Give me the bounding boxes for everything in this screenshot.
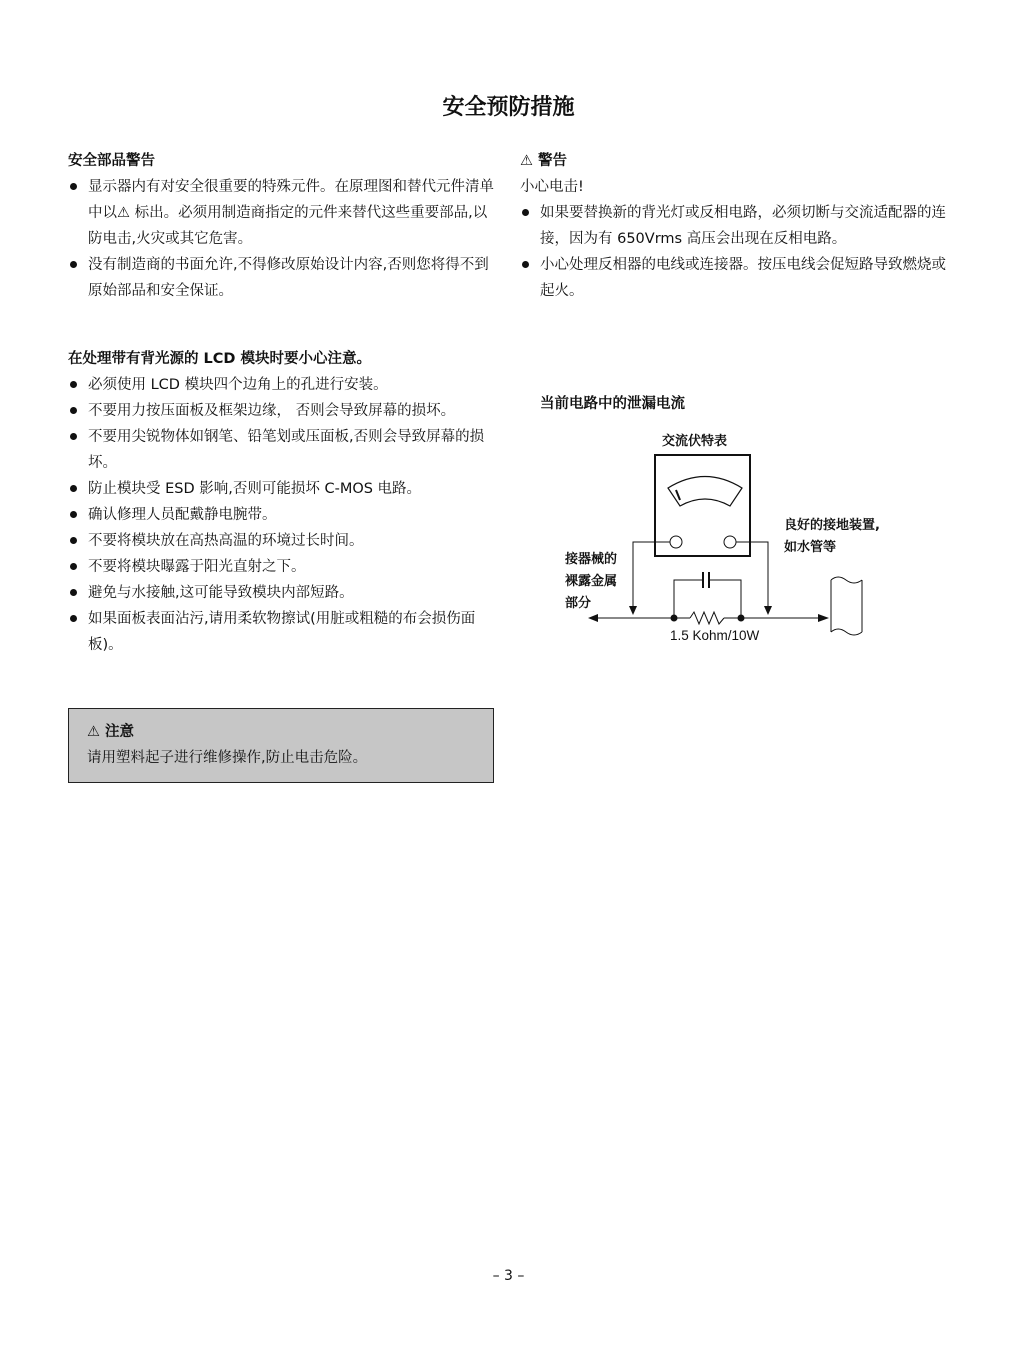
diagram-heading: 当前电路中的泄漏电流 [540,396,685,412]
caution-heading: ⚠ 注意 [87,724,135,740]
page-title: 安全预防措施 [442,95,575,120]
list-item: 必须使用 LCD 模块四个边角上的孔进行安装。 [68,372,498,398]
caution-text: 请用塑料起子进行维修操作,防止电击危险。 [87,750,368,766]
label-line: 良好的接地装置, [784,518,880,533]
list-item: 不要用尖锐物体如钢笔、铅笔划或压面板,否则会导致屏幕的损坏。 [68,424,498,476]
metal-part-label [565,549,617,615]
wire-left [633,542,670,608]
page-number: – 3 – [492,1268,525,1284]
arrow-down-left [629,606,637,615]
list-item: 确认修理人员配戴静电腕带。 [68,502,498,528]
warning-heading: ⚠ 警告 [520,153,568,169]
water-pipe [831,580,862,632]
label-line: 裸露金属 [565,574,618,589]
list-item: 不要用力按压面板及框架边缘， 否则会导致屏幕的损坏。 [68,398,498,424]
list-item: 不要将模块放在高热高温的环境过长时间。 [68,528,498,554]
label-line: 部分 [565,596,592,611]
list-item: 不要将模块曝露于阳光直射之下。 [68,554,498,580]
meter-needle [676,490,680,500]
section-heading-lcd-handling: 在处理带有背光源的 LCD 模块时要小心注意。 [68,351,372,367]
list-item: 避免与水接触,这可能导致模块内部短路。 [68,580,498,606]
list-item: 防止模块受 ESD 影响,否则可能损坏 C-MOS 电路。 [68,476,498,502]
meter-dial [668,477,742,507]
resistor-label: 1.5 Kohm/10W [670,628,760,643]
label-line: 如水管等 [784,540,837,555]
arrow-down-right [764,606,772,615]
list-item: 如果面板表面沾污,请用柔软物擦试(用脏或粗糙的布会损伤面板)。 [68,606,498,658]
list-item: 没有制造商的书面允许,不得修改原始设计内容,否则您将得不到原始部品和安全保证。 [68,252,498,304]
meter-label: 交流伏特表 [662,434,728,449]
node [738,615,745,622]
ground-label [784,515,880,559]
arrow-left [588,614,598,622]
terminal-right [724,536,736,548]
node [671,615,678,622]
list-item: 显示器内有对安全很重要的特殊元件。在原理图和替代元件清单中以⚠ 标出。必须用制造商指定的元件来替代这些重要部品,以防电击,火灾或其它危害。 [68,174,498,252]
label-line: 接器械的 [565,552,618,567]
list-item: 小心处理反相器的电线或连接器。按压电线会促短路导致燃烧或起火。 [520,252,950,304]
warning-subheading: 小心电击! [520,179,584,195]
terminal-left [670,536,682,548]
section-heading-safety-parts: 安全部品警告 [68,153,155,169]
list-item: 如果要替换新的背光灯或反相电路，必须切断与交流适配器的连接，因为有 650Vrms 高压会出现在反相电路。 [520,200,950,252]
arrow-right [818,614,829,622]
